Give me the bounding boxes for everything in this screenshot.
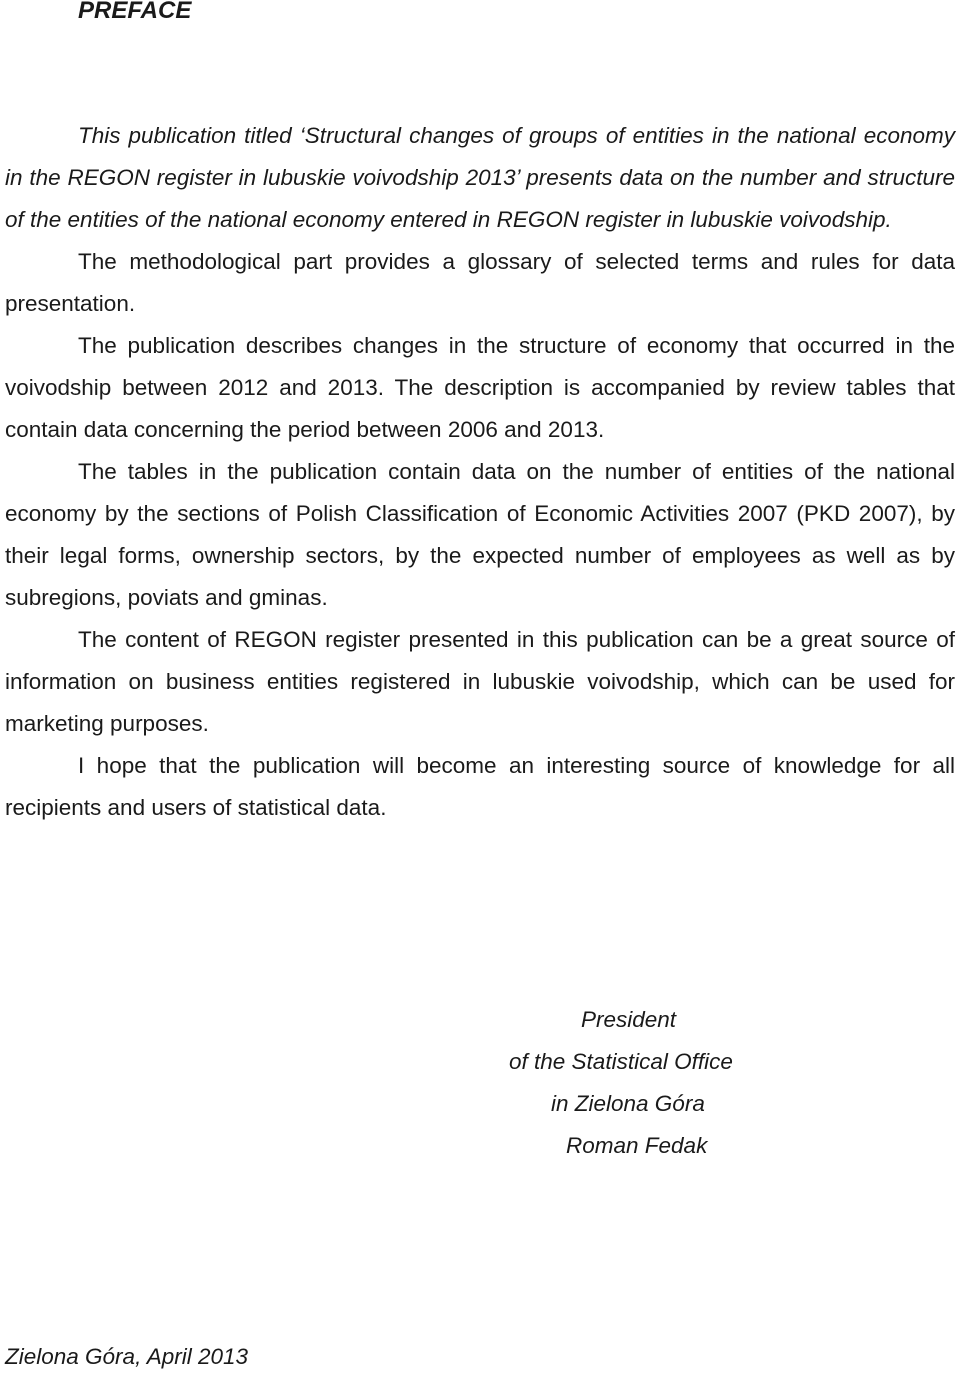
place-and-date: Zielona Góra, April 2013 bbox=[5, 1344, 249, 1369]
paragraph-methodology: The methodological part provides a glossary of selected terms and rules for data presentation. bbox=[5, 249, 955, 316]
paragraph-structure-changes: The publication describes changes in the structure of economy that occurred in the voivodship between 2012 and 2013. The description is accompanied by review tables that contain data concerning the period between 2006 and 2013. bbox=[5, 333, 955, 442]
signature-location: in Zielona Góra bbox=[551, 1091, 705, 1116]
paragraph-tables: The tables in the publication contain data on the number of entities of the national economy by the sections of Polish Classification of Economic Activities 2007 (PKD 2007), by their legal forms, ownership sectors, by the expected number of employees as well as by subregions, poviats and gminas. bbox=[5, 459, 955, 610]
signature-name: Roman Fedak bbox=[566, 1133, 708, 1158]
paragraph-regon-content: The content of REGON register presented in this publication can be a great source of information on business entities registered in lubuskie voivodship, which can be used for marketing purposes. bbox=[5, 627, 955, 736]
signature-block bbox=[480, 999, 780, 1167]
signature-office: of the Statistical Office bbox=[509, 1049, 733, 1074]
paragraph-closing: I hope that the publication will become an interesting source of knowledge for all recipients and users of statistical data. bbox=[5, 753, 955, 820]
signature-position: President bbox=[581, 1007, 677, 1032]
preface-body bbox=[5, 115, 955, 829]
page-title: PREFACE bbox=[78, 0, 192, 24]
paragraph-intro: This publication titled ‘Structural changes of groups of entities in the national economy in the REGON register in lubuskie voivodship 2013’ presents data on the number and structure of the entities of the national economy entered in REGON register in lubuskie voivodship. bbox=[5, 123, 955, 232]
